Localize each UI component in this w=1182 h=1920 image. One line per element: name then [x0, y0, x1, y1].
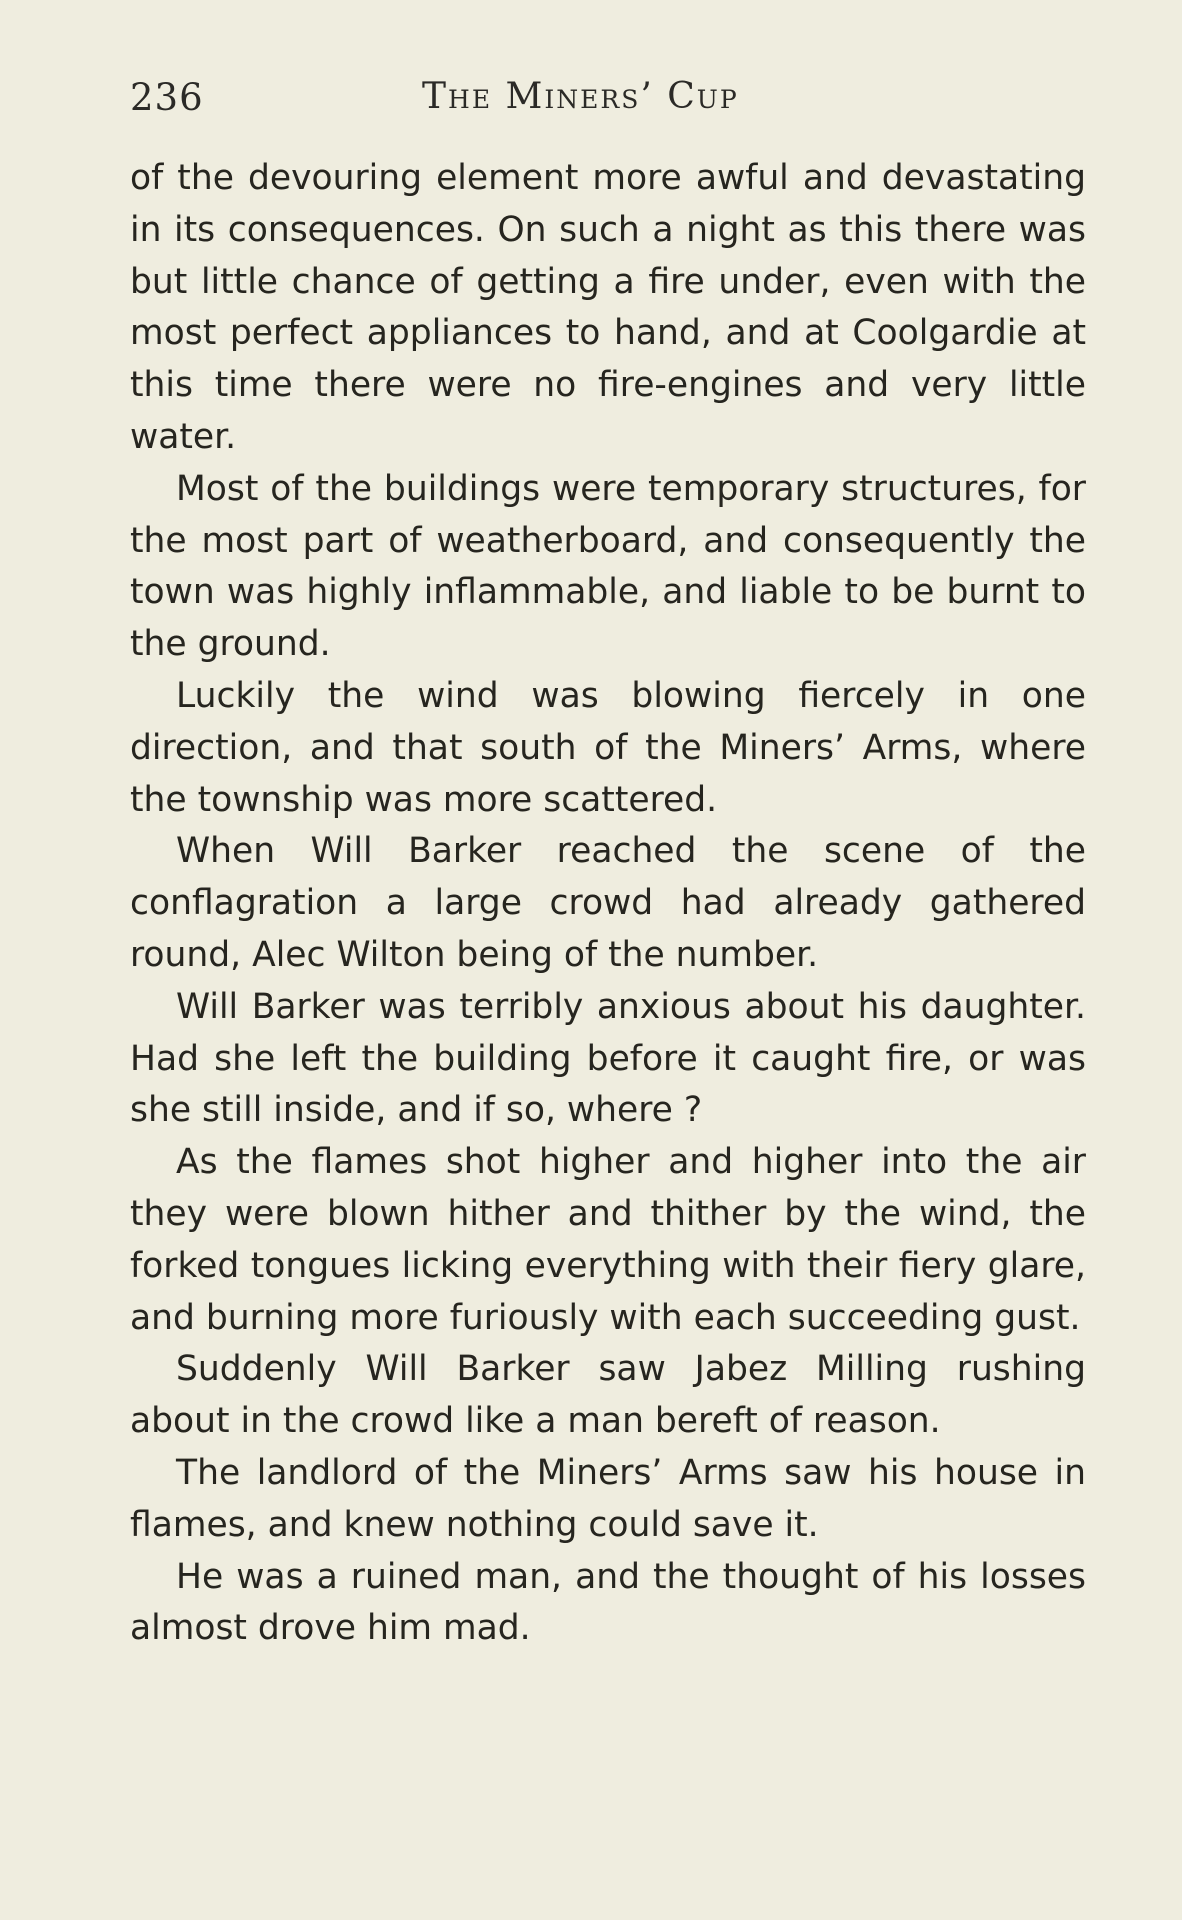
page-header: [130, 76, 1086, 126]
paragraph: The landlord of the Miners’ Arms saw his house in flames, and knew nothing could save it.: [130, 1452, 1086, 1545]
paragraph: He was a ruined man, and the thought of his losses almost drove him mad.: [130, 1556, 1086, 1649]
paragraph: When Will Barker reached the scene of the conflagration a large crowd had already gathered round, Alec Wilton being of the number.: [130, 831, 1086, 975]
running-title: The Miners’ Cup: [422, 76, 739, 117]
paragraph: As the flames shot higher and higher into the air they were blown hither and thither by the wind, the forked tongues licking everything with their fiery glare, and burning more furiously with each succeeding gust.: [130, 1142, 1086, 1338]
paragraph: Will Barker was terribly anxious about his daughter. Had she left the building before it caught fire, or was she still inside, and if so, where ?: [130, 986, 1086, 1131]
paragraph: Suddenly Will Barker saw Jabez Milling rushing about in the crowd like a man bereft of reason.: [130, 1349, 1086, 1442]
paragraph: Luckily the wind was blowing fiercely in one direction, and that south of the Miners’ Arms, where the township was more scattered.: [130, 675, 1086, 820]
paragraph: Most of the buildings were temporary structures, for the most part of weatherboard, and consequently the town was highly inflammable, and liable to be burnt to the ground.: [130, 468, 1086, 665]
body-text: [130, 153, 1086, 1655]
page-number: 236: [130, 76, 204, 119]
paragraph: of the devouring element more awful and devastating in its consequences. On such a night as this there was but little chance of getting a fire under, even with the most perfect appliances to hand, and at Coolgardie at this time there were no fire-engines and very little water.: [130, 158, 1086, 457]
